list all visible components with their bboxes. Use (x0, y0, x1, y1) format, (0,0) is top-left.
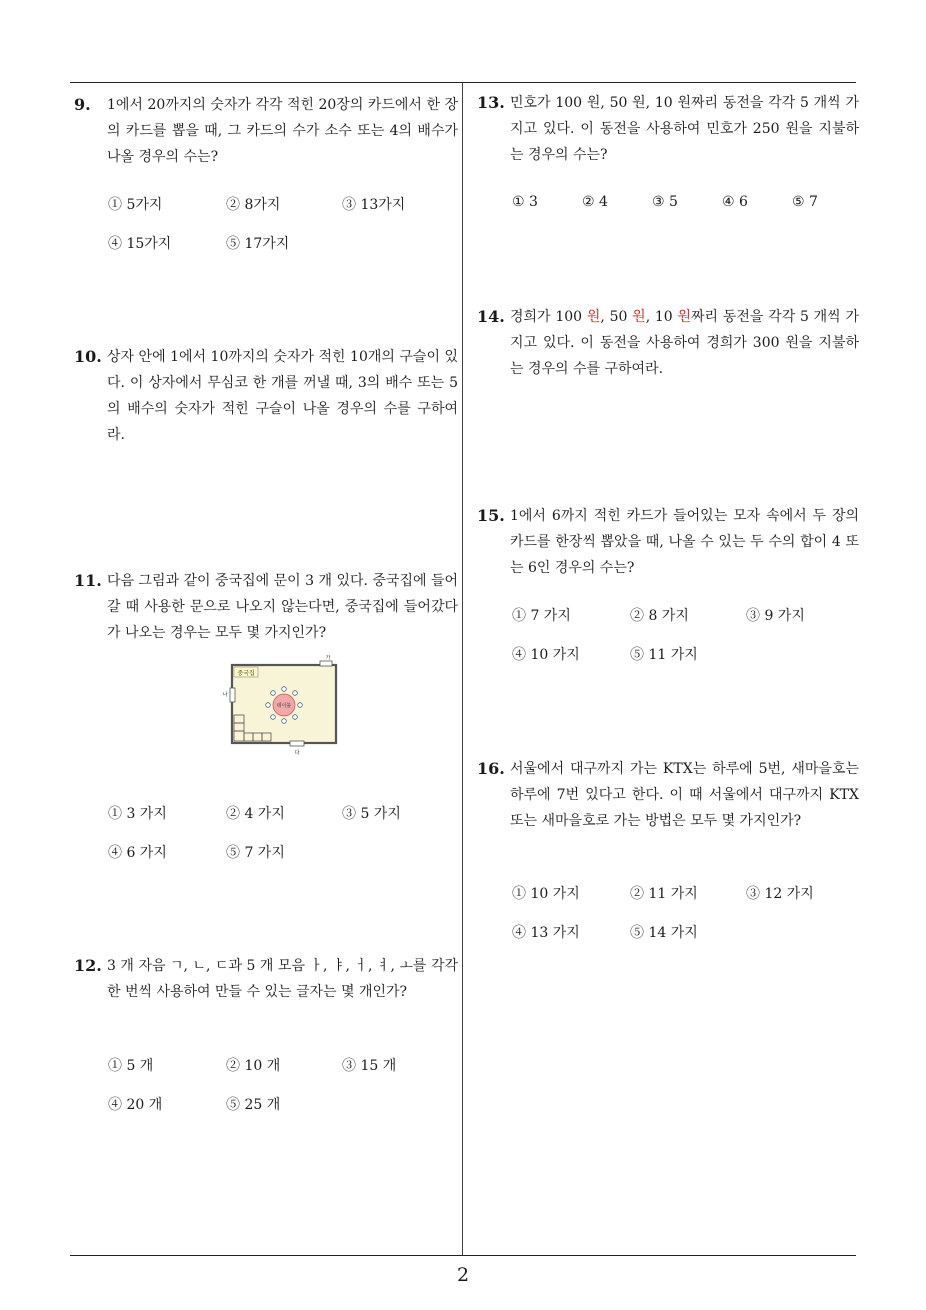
question-number: 10. (74, 347, 102, 366)
door-label-ga: 가 (325, 655, 331, 661)
highlighted-unit: 원 (586, 309, 601, 325)
choice-2[interactable]: ② 4 (582, 194, 608, 210)
question-15 (477, 503, 859, 581)
choice-5[interactable]: ⑤ 17가지 (226, 236, 290, 252)
question-text: 서울에서 대구까지 가는 KTX는 하루에 5번, 새마을호는 하루에 7번 있다고 한다. 이 때 서울에서 대구까지 KTX 또는 새마을호로 가는 방법은 모두 몇 가지인가? (510, 761, 859, 829)
choice-1[interactable]: ① 3 (512, 194, 538, 210)
bottom-rule (70, 1255, 856, 1256)
restaurant-label: 중국집 (237, 670, 255, 677)
choice-4[interactable]: ④ 6 (722, 194, 748, 210)
choice-4[interactable]: ④ 15가지 (108, 236, 172, 252)
question-text: 3 개 자음 ㄱ, ㄴ, ㄷ과 5 개 모음 ㅏ, ㅑ, ㅓ, ㅕ, ㅗ를 각각 한 번씩 사용하여 만들 수 있는 글자는 몇 개인가? (107, 958, 458, 1000)
choice-4[interactable]: ④ 10 가지 (512, 647, 580, 663)
question-11 (74, 568, 458, 646)
question-number: 15. (477, 506, 505, 525)
choice-1[interactable]: ① 5 개 (108, 1058, 154, 1074)
choice-1[interactable]: ① 5가지 (108, 197, 163, 213)
choice-3[interactable]: ③ 15 개 (342, 1058, 397, 1074)
choice-5[interactable]: ⑤ 11 가지 (630, 647, 698, 663)
choice-5[interactable]: ⑤ 7 가지 (226, 845, 285, 861)
question-number: 12. (74, 956, 102, 975)
text-part: 경희가 100 (510, 309, 587, 325)
question-12 (74, 953, 458, 1005)
door-label-da: 다 (294, 750, 300, 756)
choice-1[interactable]: ① 3 가지 (108, 806, 167, 822)
question-text: 민호가 100 원, 50 원, 10 원짜리 동전을 각각 5 개씩 가지고 있다. 이 동전을 사용하여 민호가 250 원을 지불하는 경우의 수는? (510, 95, 859, 163)
question-16 (477, 756, 859, 834)
choice-1[interactable]: ① 10 가지 (512, 886, 580, 902)
choice-3[interactable]: ③ 13가지 (342, 197, 406, 213)
question-text: 1에서 20까지의 숫자가 각각 적힌 20장의 카드에서 한 장의 카드를 뽑을 때, 그 카드의 수가 소수 또는 4의 배수가 나올 경우의 수는? (107, 97, 458, 165)
door-ga (320, 661, 332, 666)
top-rule (70, 82, 856, 83)
choice-5[interactable]: ⑤ 7 (792, 194, 818, 210)
choice-4[interactable]: ④ 6 가지 (108, 845, 167, 861)
question-number: 13. (477, 93, 505, 112)
choice-2[interactable]: ② 10 개 (226, 1058, 281, 1074)
question-text (510, 304, 859, 382)
question-text: 상자 안에 1에서 10까지의 숫자가 적힌 10개의 구슬이 있다. 이 상자에서 무심코 한 개를 꺼낼 때, 3의 배수 또는 5의 배수의 숫자가 적힌 구슬이 나올 경우의 수를 구하여라. (107, 349, 458, 443)
door-da (290, 741, 304, 746)
choice-2[interactable]: ② 8 가지 (630, 608, 689, 624)
question-text: 1에서 6까지 적힌 카드가 들어있는 모자 속에서 두 장의 카드를 한장씩 뽑았을 때, 나올 수 있는 두 수의 합이 4 또는 6인 경우의 수는? (510, 508, 859, 576)
choice-5[interactable]: ⑤ 25 개 (226, 1097, 281, 1113)
choice-3[interactable]: ③ 5 (652, 194, 678, 210)
choice-4[interactable]: ④ 13 가지 (512, 925, 580, 941)
question-text: 다음 그림과 같이 중국집에 문이 3 개 있다. 중국집에 들어갈 때 사용한 문으로 나오지 않는다면, 중국집에 들어갔다가 나오는 경우는 모두 몇 가지인가? (107, 573, 458, 641)
page-number: 2 (456, 1264, 470, 1286)
choice-2[interactable]: ② 4 가지 (226, 806, 285, 822)
question-13 (477, 90, 859, 168)
choice-4[interactable]: ④ 20 개 (108, 1097, 163, 1113)
table-label: 테이블 (276, 703, 292, 709)
highlighted-unit: 원 (632, 309, 646, 325)
highlighted-unit: 원 (677, 309, 692, 325)
text-part: , 50 (600, 309, 633, 325)
door-na (230, 688, 235, 702)
choice-3[interactable]: ③ 9 가지 (746, 608, 805, 624)
choice-3[interactable]: ③ 12 가지 (746, 886, 814, 902)
choice-5[interactable]: ⑤ 14 가지 (630, 925, 698, 941)
question-14 (477, 304, 859, 382)
text-part: , 10 (645, 309, 678, 325)
choice-2[interactable]: ② 8가지 (226, 197, 281, 213)
question-number: 16. (477, 759, 505, 778)
door-label-na: 나 (222, 692, 228, 698)
question-number: 11. (74, 571, 102, 590)
question-10 (74, 344, 458, 448)
question-number: 9. (74, 95, 91, 114)
restaurant-floor-plan (220, 655, 345, 757)
question-9 (74, 92, 458, 170)
choice-1[interactable]: ① 7 가지 (512, 608, 571, 624)
choice-2[interactable]: ② 11 가지 (630, 886, 698, 902)
column-divider (462, 83, 463, 1255)
text-part: 짜리 동전을 각각 5 개씩 가지고 있다. 이 동전을 사용하여 경희가 300 원을 지불하는 경우의 수를 구하여라. (510, 309, 859, 377)
question-number: 14. (477, 307, 505, 326)
choice-3[interactable]: ③ 5 가지 (342, 806, 401, 822)
